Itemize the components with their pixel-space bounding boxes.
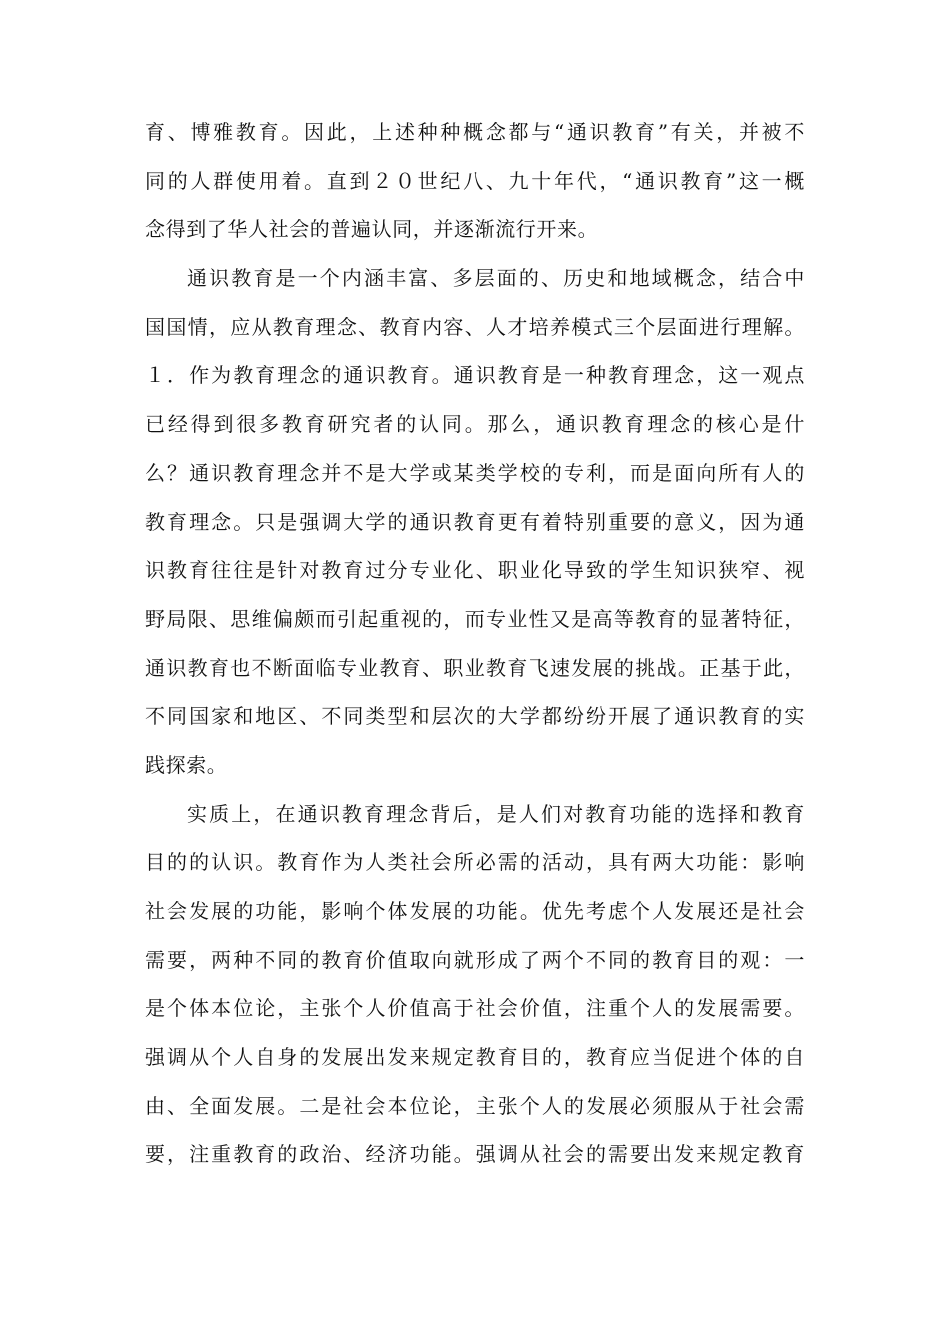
paragraph-4-line-8: 要，注重教育的政治、经济功能。强调从社会的需要出发来规定教育 bbox=[145, 1142, 805, 1167]
paragraph-3-line-6: 野局限、思维偏颇而引起重视的，而专业性又是高等教育的显著特征， bbox=[145, 606, 805, 631]
paragraph-4-line-1: 实质上，在通识教育理念背后，是人们对教育功能的选择和教育 bbox=[187, 801, 805, 826]
paragraph-3-line-8: 不同国家和地区、不同类型和层次的大学都纷纷开展了通识教育的实 bbox=[145, 704, 805, 729]
paragraph-2-line-2: 国国情，应从教育理念、教育内容、人才培养模式三个层面进行理解。 bbox=[145, 314, 805, 339]
paragraph-2-line-1: 通识教育是一个内涵丰富、多层面的、历史和地域概念，结合中 bbox=[187, 266, 805, 291]
paragraph-1-line-3: 念得到了华人社会的普遍认同，并逐渐流行开来。 bbox=[145, 217, 599, 242]
paragraph-3-line-9: 践探索。 bbox=[145, 752, 228, 777]
paragraph-3-line-5: 识教育往往是针对教育过分专业化、职业化导致的学生知识狭窄、视 bbox=[145, 558, 805, 583]
paragraph-4-line-6: 强调从个人自身的发展出发来规定教育目的，教育应当促进个体的自 bbox=[145, 1045, 805, 1070]
paragraph-4-line-7: 由、全面发展。二是社会本位论，主张个人的发展必须服从于社会需 bbox=[145, 1093, 805, 1118]
paragraph-4-line-5: 是个体本位论，主张个人价值高于社会价值，注重个人的发展需要。 bbox=[145, 996, 805, 1021]
paragraph-3-line-1: １．作为教育理念的通识教育。通识教育是一种教育理念，这一观点 bbox=[145, 363, 805, 388]
paragraph-4-line-2: 目的的认识。教育作为人类社会所必需的活动，具有两大功能：影响 bbox=[145, 850, 805, 875]
paragraph-4-line-3: 社会发展的功能，影响个体发展的功能。优先考虑个人发展还是社会 bbox=[145, 899, 805, 923]
paragraph-3-line-4: 教育理念。只是强调大学的通识教育更有着特别重要的意义，因为通 bbox=[145, 509, 805, 534]
paragraph-4-line-4: 需要，两种不同的教育价值取向就形成了两个不同的教育目的观：一 bbox=[145, 947, 805, 972]
paragraph-1-line-1: 育、博雅教育。因此，上述种种概念都与“通识教育”有关，并被不 bbox=[145, 120, 805, 144]
paragraph-3-line-2: 已经得到很多教育研究者的认同。那么，通识教育理念的核心是什 bbox=[145, 412, 805, 437]
paragraph-3-line-3: 么？通识教育理念并不是大学或某类学校的专利，而是面向所有人的 bbox=[145, 460, 805, 485]
paragraph-1-line-2: 同的人群使用着。直到２０世纪八、九十年代，“通识教育”这一概 bbox=[145, 168, 805, 193]
paragraph-3-line-7: 通识教育也不断面临专业教育、职业教育飞速发展的挑战。正基于此， bbox=[145, 655, 805, 680]
document-body bbox=[145, 108, 805, 1179]
